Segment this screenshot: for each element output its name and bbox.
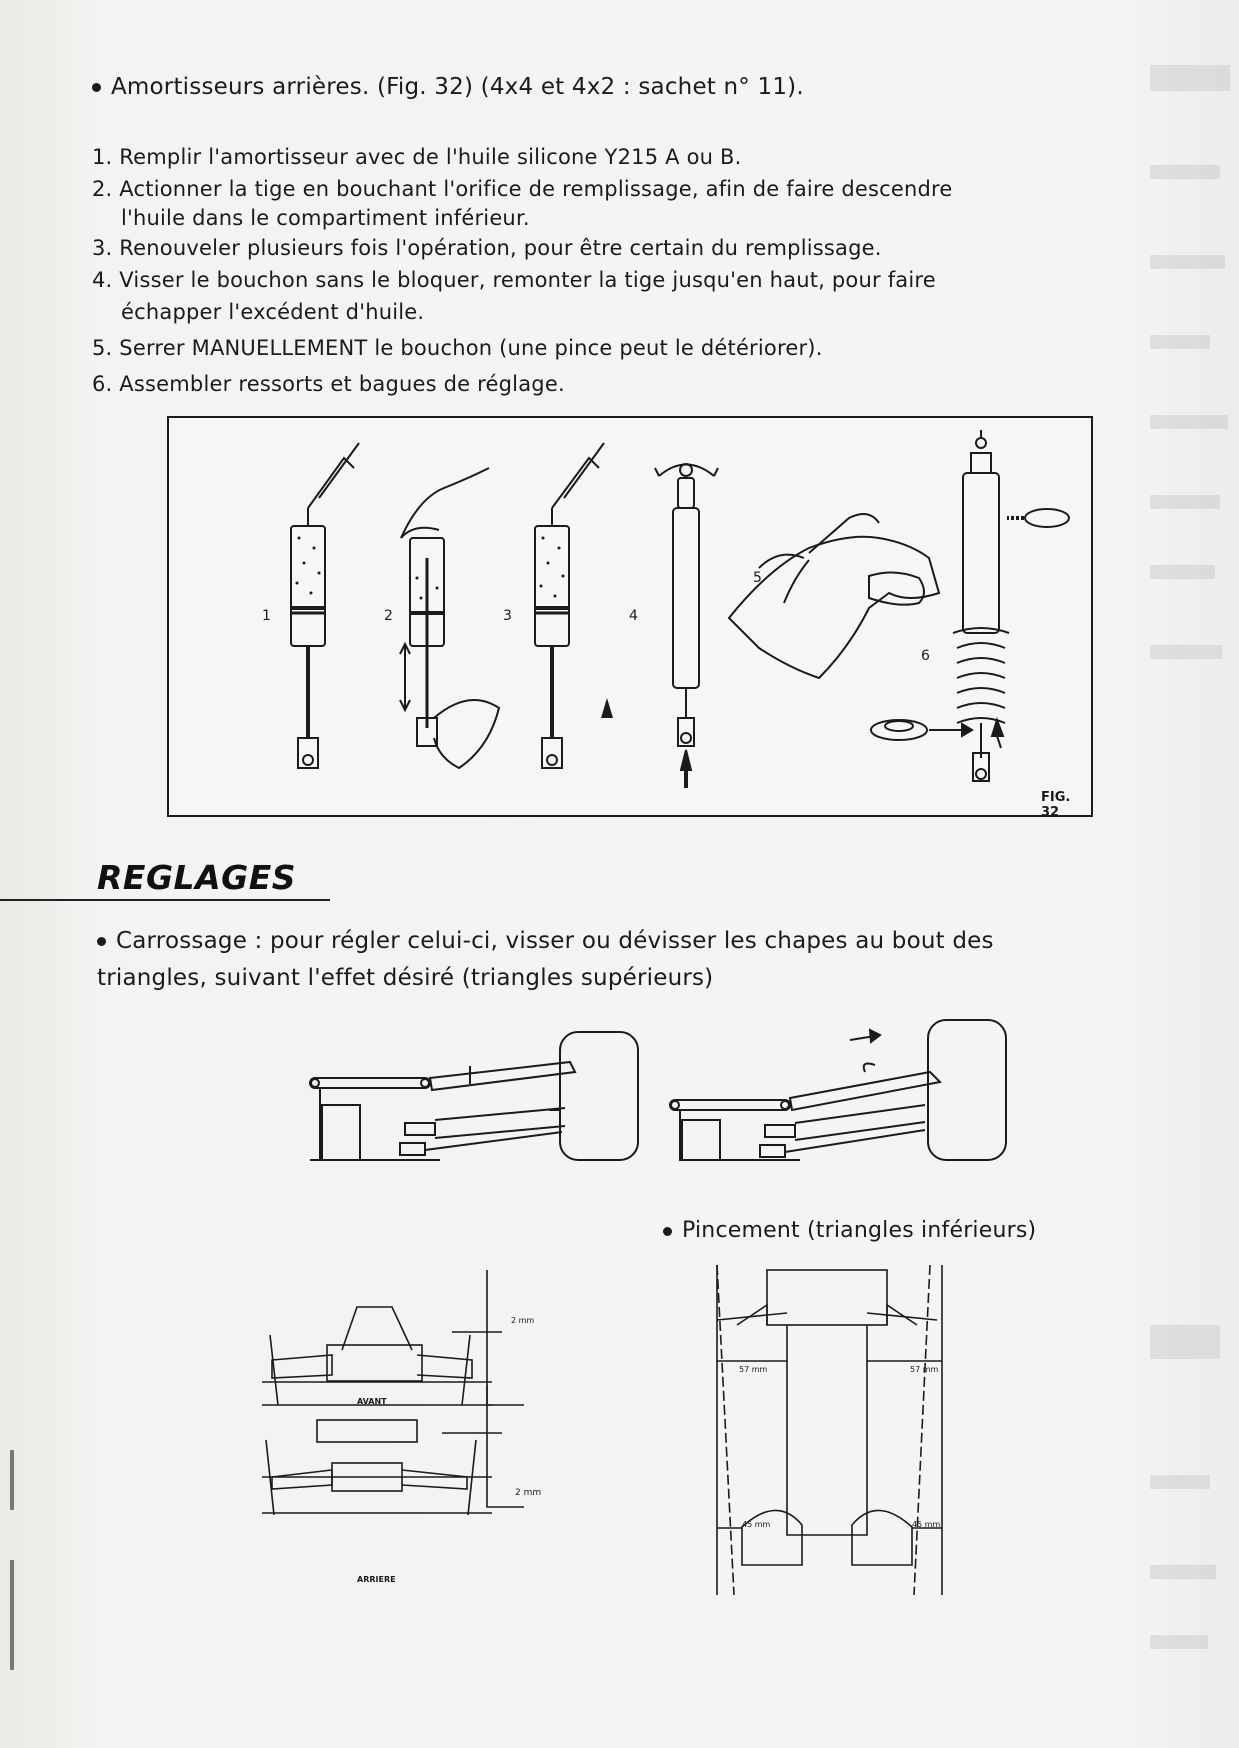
diagram-label: ARRIERE bbox=[357, 1575, 396, 1584]
dimension-label: 57 mm bbox=[910, 1365, 939, 1374]
front-axle-view bbox=[262, 1270, 524, 1405]
dimension-label: 2 mm bbox=[515, 1488, 542, 1498]
instruction-step: 1. Remplir l'amortisseur avec de l'huile silicone Y215 A ou B. bbox=[92, 145, 742, 169]
camber-assembly-neutral bbox=[310, 1032, 638, 1160]
dimension-label: 45 mm bbox=[742, 1520, 771, 1529]
step-number: 5 bbox=[753, 570, 762, 586]
bullet-icon bbox=[97, 937, 106, 946]
instruction-step: 4. Visser le bouchon sans le bloquer, remonter la tige jusqu'en haut, pour faire bbox=[92, 268, 936, 292]
dimension-label: 57 mm bbox=[739, 1365, 768, 1374]
step-number: 2 bbox=[384, 608, 393, 624]
step-number: 4 bbox=[629, 608, 638, 624]
carrossage-text: Carrossage : pour régler celui-ci, visser ou dévisser les chapes au bout des bbox=[97, 928, 994, 954]
camber-assembly-adjusted bbox=[670, 1020, 1006, 1160]
diagram-label: AVANT bbox=[357, 1397, 387, 1406]
instruction-step-continued: l'huile dans le compartiment inférieur. bbox=[121, 206, 530, 230]
section-title: REGLAGES bbox=[97, 858, 297, 897]
step-number: 1 bbox=[262, 608, 271, 624]
dimension-label: 2 mm bbox=[511, 1316, 535, 1325]
toe-in-drawing bbox=[262, 1265, 1002, 1605]
instruction-step: 5. Serrer MANUELLEMENT le bouchon (une pince peut le détériorer). bbox=[92, 336, 823, 360]
instruction-step: 3. Renouveler plusieurs fois l'opération, pour être certain du remplissage. bbox=[92, 236, 882, 260]
instructions-heading: Amortisseurs arrières. (Fig. 32) (4x4 et 4x2 : sachet n° 11). bbox=[92, 74, 804, 100]
pincement-text: Pincement (triangles inférieurs) bbox=[663, 1218, 1036, 1243]
dimension-label: 45 mm bbox=[912, 1520, 941, 1529]
instruction-step: 2. Actionner la tige en bouchant l'orifice de remplissage, afin de faire descendre bbox=[92, 177, 953, 201]
figure-caption: FIG. 32 bbox=[1041, 790, 1071, 820]
bullet-icon bbox=[663, 1227, 672, 1236]
carrossage-text-continued: triangles, suivant l'effet désiré (triangles supérieurs) bbox=[97, 965, 714, 991]
chassis-top-view bbox=[717, 1265, 942, 1595]
instruction-step: 6. Assembler ressorts et bagues de réglage. bbox=[92, 372, 565, 396]
step-number: 3 bbox=[503, 608, 512, 624]
instruction-step-continued: échapper l'excédent d'huile. bbox=[121, 300, 425, 324]
camber-adjustment-drawing bbox=[300, 1010, 1020, 1170]
step-number: 6 bbox=[921, 648, 930, 664]
